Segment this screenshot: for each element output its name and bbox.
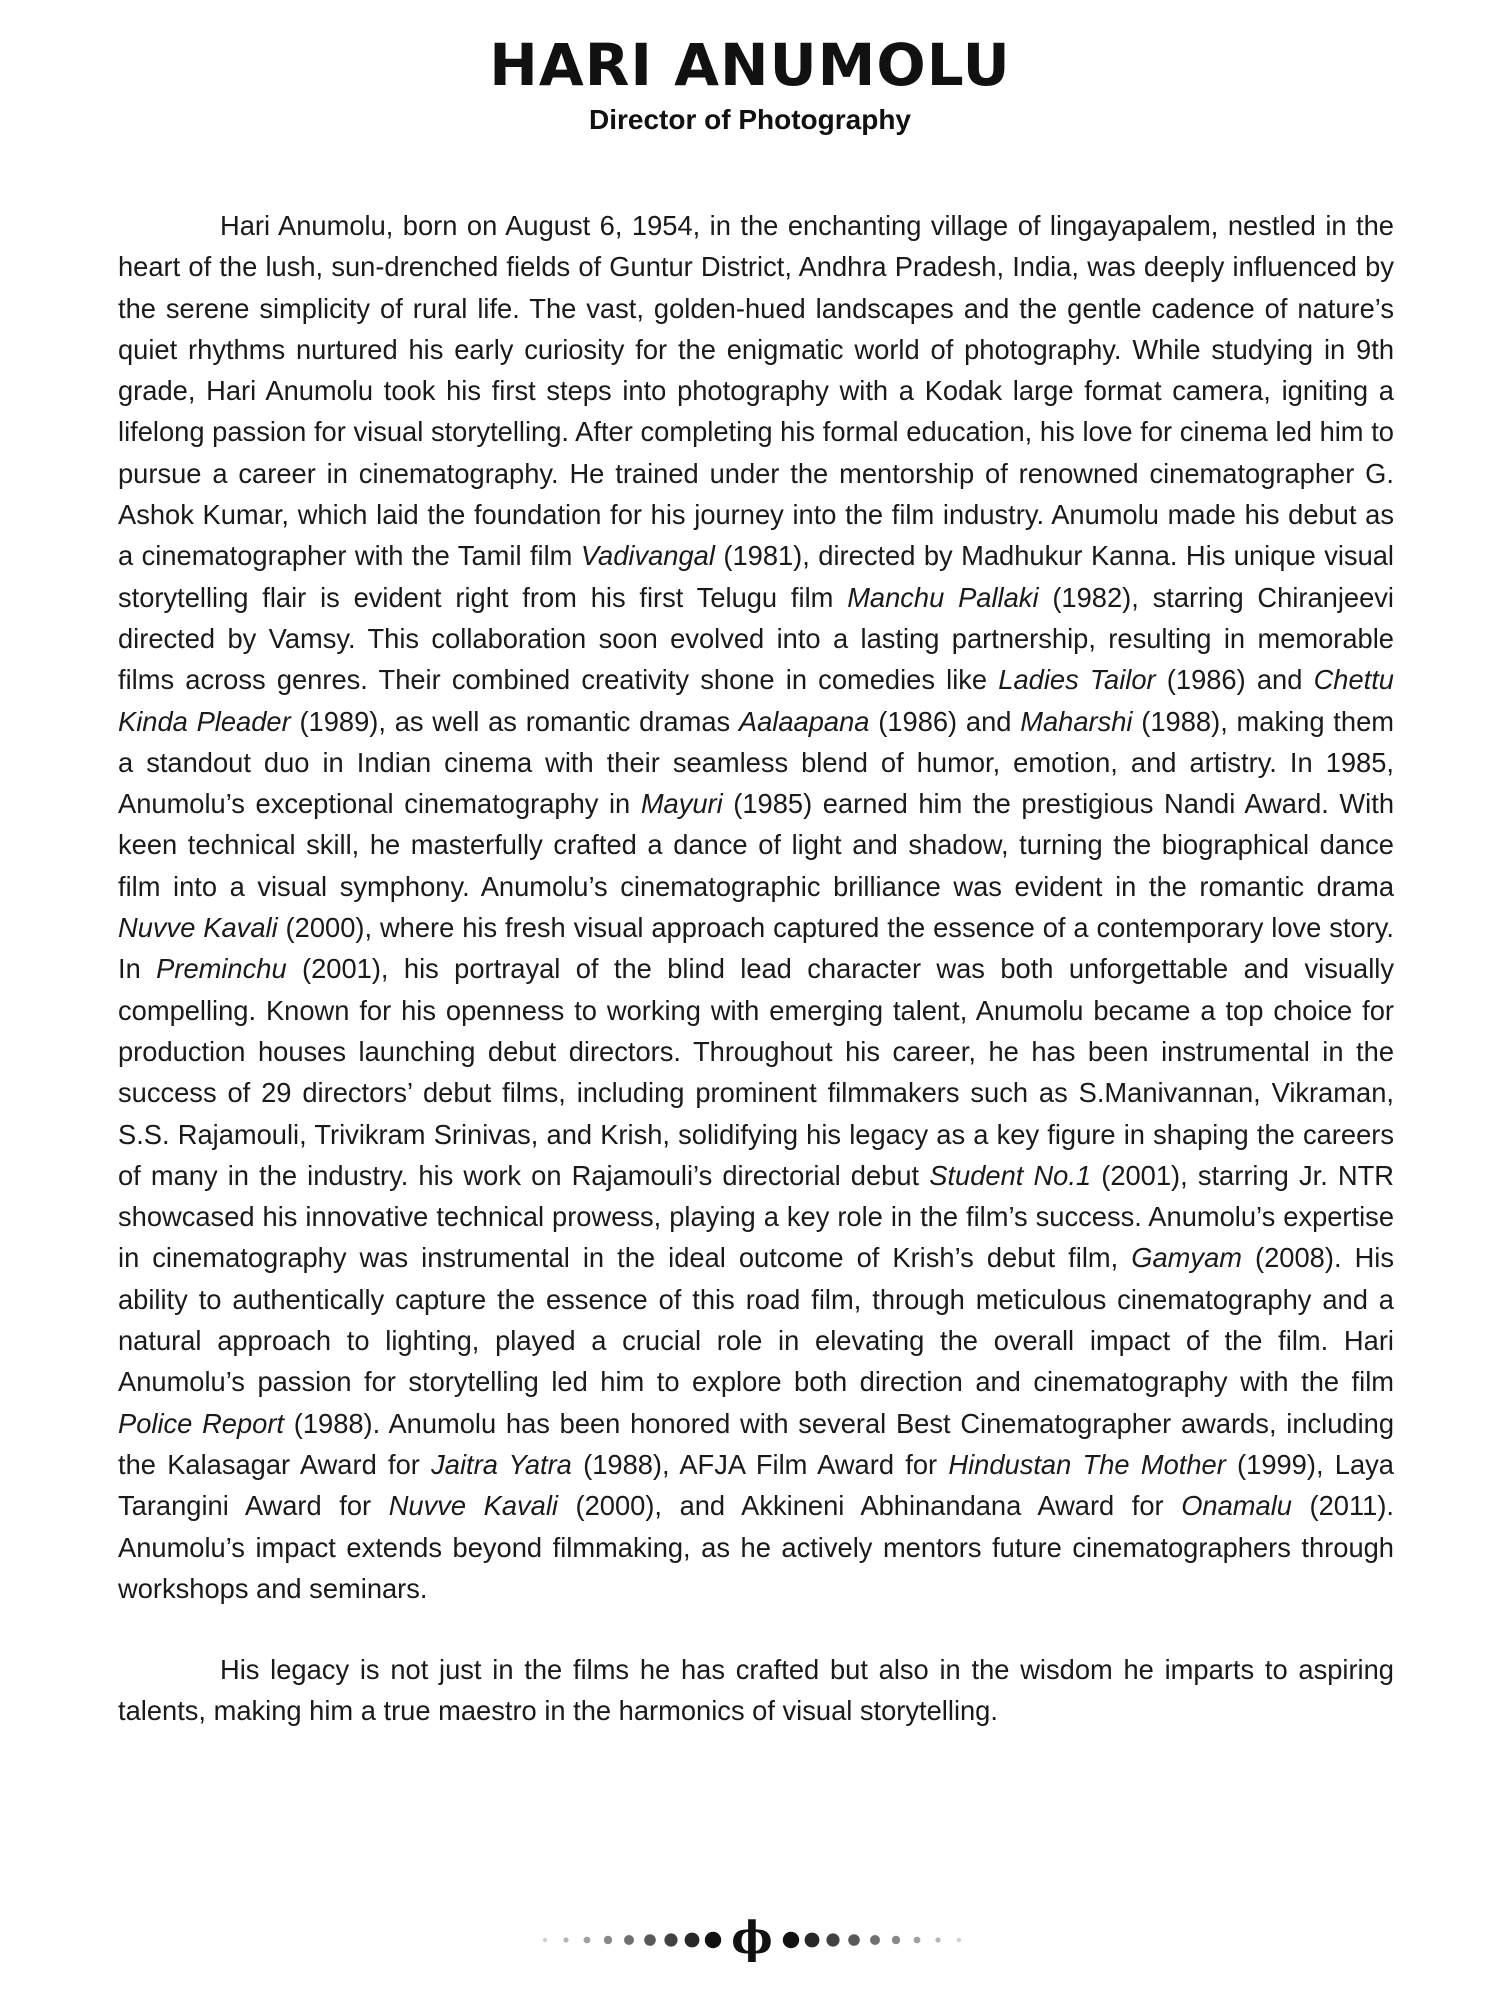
film-title: Aalaapana bbox=[738, 705, 870, 737]
ornament-dot bbox=[870, 1935, 880, 1945]
paragraph-text-segment: (1981), directed by Madhukur Kanna. His unique visual storytelling flair is evident right from his first Telugu film bbox=[118, 540, 1395, 613]
ornament-dot bbox=[664, 1933, 677, 1946]
film-title: Ladies Tailor bbox=[998, 664, 1156, 696]
paragraph-text-segment: (2000), where his fresh visual approach captured the essence of a contemporary love story. In bbox=[118, 912, 1394, 985]
paragraph-text-segment: (2001), his portrayal of the blind lead character was both unforgettable and visually compelling. Known for his openness to working with emerging talent, Anumolu became a top choice for production houses launching debut directors. Throughout his career, he has been instrumental in the success of 29 directors’ debut films, including prominent filmmakers such as S.Manivannan, Vikraman, S.S. Rajamouli, Trivikram Srinivas, and Krish, solidifying his legacy as a key figure in shaping the careers of many in the industry. his work on Rajamouli’s directorial debut bbox=[118, 953, 1394, 1191]
film-title: Student No.1 bbox=[929, 1159, 1092, 1191]
film-title: Manchu Pallaki bbox=[847, 581, 1039, 613]
ornament-dot bbox=[892, 1936, 900, 1944]
paragraph-text-segment: (2000), and Akkineni Abhinandana Award for bbox=[557, 1490, 1182, 1522]
film-title: Chettu Kinda Pleader bbox=[118, 664, 1394, 737]
paragraph-text-segment: (1988), making them a standout duo in Indian cinema with their seamless blend of humor, emotion, and artistry. In 1985, Anumolu’s exceptional cinematography in bbox=[118, 705, 1394, 820]
ornament-dot bbox=[848, 1934, 860, 1946]
ornament-dot bbox=[805, 1933, 820, 1948]
film-title: Mayuri bbox=[640, 788, 723, 820]
paragraph-text-segment: (1985) earned him the prestigious Nandi Award. With keen technical skill, he masterfully crafted a dance of light and shadow, turning the biographical dance film into a visual symphony. Anumolu’s cinematographic brilliance was evident in the romantic drama bbox=[118, 788, 1394, 902]
ornament-dot bbox=[624, 1935, 634, 1945]
ornament-dot bbox=[563, 1937, 568, 1942]
paragraph-text-segment: (2011). Anumolu’s impact extends beyond filmmaking, as he actively mentors future cinematographers through workshops and seminars. bbox=[118, 1490, 1394, 1604]
ornament-dot bbox=[935, 1937, 940, 1942]
film-title: Jaitra Yatra bbox=[431, 1448, 572, 1480]
ornament-dot bbox=[644, 1934, 656, 1946]
paragraph-text-segment: (1999), Laya Tarangini Award for bbox=[118, 1448, 1394, 1522]
film-title: Hindustan The Mother bbox=[948, 1448, 1226, 1480]
ornament-dot bbox=[584, 1937, 591, 1944]
film-title: Vadivangal bbox=[580, 540, 715, 572]
paragraph-text-segment: (2001), starring Jr. NTR showcased his innovative technical prowess, playing a key role in the film’s success. Anumolu’s expertise in cinematography was instrumental in the ideal outcome of Krish’s debut film, bbox=[118, 1159, 1394, 1274]
ornament-phi-glyph: ϕ bbox=[731, 1915, 773, 1964]
film-title: Police Report bbox=[118, 1407, 285, 1439]
ornament-dot bbox=[826, 1933, 839, 1946]
paragraph-text-segment: (1988), AFJA Film Award for bbox=[571, 1448, 949, 1480]
ornament-dot bbox=[604, 1936, 612, 1944]
film-title: Preminchu bbox=[156, 953, 287, 985]
biography-paragraph-1 bbox=[118, 205, 1394, 1609]
footer-ornament bbox=[0, 1915, 1500, 1965]
biography-body bbox=[118, 205, 1394, 1732]
paragraph-text-segment: Hari Anumolu, born on August 6, 1954, in the enchanting village of lingayapalem, nestled in the heart of the lush, sun-drenched fields of Guntur District, Andhra Pradesh, India, was deeply influenced by the serene simplicity of rural life. The vast, golden-hued landscapes and the gentle cadence of nature’s quiet rhythms nurtured his early curiosity for the enigmatic world of photography. While studying in 9th grade, Hari Anumolu took his first steps into photography with a Kodak large format camera, igniting a lifelong passion for visual storytelling. After completing his formal education, his love for cinema led him to pursue a career in cinematography. He trained under the mentorship of renowned cinematographer G. Ashok Kumar, which laid the foundation for his journey into the film industry. Anumolu made his debut as a cinematographer with the Tamil film bbox=[118, 210, 1394, 572]
film-title: Nuvve Kavali bbox=[118, 912, 278, 944]
film-title: Onamalu bbox=[1181, 1490, 1292, 1522]
ornament-dot bbox=[957, 1938, 961, 1942]
paragraph-text-segment: (2008). His ability to authentically capture the essence of this road film, through meticulous cinematography and a natural approach to lighting, played a crucial role in elevating the overall impact of the film. Hari Anumolu’s passion for storytelling led him to explore both direction and cinematography with the film bbox=[118, 1242, 1394, 1398]
paragraph-text-segment: (1986) and bbox=[1155, 664, 1314, 696]
ornament-dot bbox=[783, 1932, 799, 1948]
film-title: Maharshi bbox=[1020, 705, 1133, 737]
page-title: HARI ANUMOLU bbox=[489, 31, 1011, 99]
paragraph-text-segment: (1986) and bbox=[869, 705, 1021, 737]
paragraph-text-segment: (1982), starring Chiranjeevi directed by Vamsy. This collaboration soon evolved into a lasting partnership, resulting in memorable films across genres. Their combined creativity shone in comedies like bbox=[118, 581, 1394, 696]
page-subtitle: Director of Photography bbox=[588, 104, 911, 135]
ornament-dot bbox=[685, 1933, 700, 1948]
film-title: Nuvve Kavali bbox=[388, 1490, 558, 1522]
biography-paragraph-2: His legacy is not just in the films he has crafted but also in the wisdom he imparts to aspiring talents, making him a true maestro in the harmonics of visual storytelling. bbox=[118, 1654, 1394, 1727]
ornament-dot bbox=[914, 1937, 921, 1944]
ornament-dot bbox=[543, 1938, 547, 1942]
paragraph-text-segment: (1989), as well as romantic dramas bbox=[290, 705, 739, 737]
ornament-dot bbox=[705, 1932, 721, 1948]
film-title: Gamyam bbox=[1131, 1242, 1242, 1274]
paragraph-text-segment: (1988). Anumolu has been honored with several Best Cinematographer awards, including the Kalasagar Award for bbox=[118, 1407, 1394, 1480]
